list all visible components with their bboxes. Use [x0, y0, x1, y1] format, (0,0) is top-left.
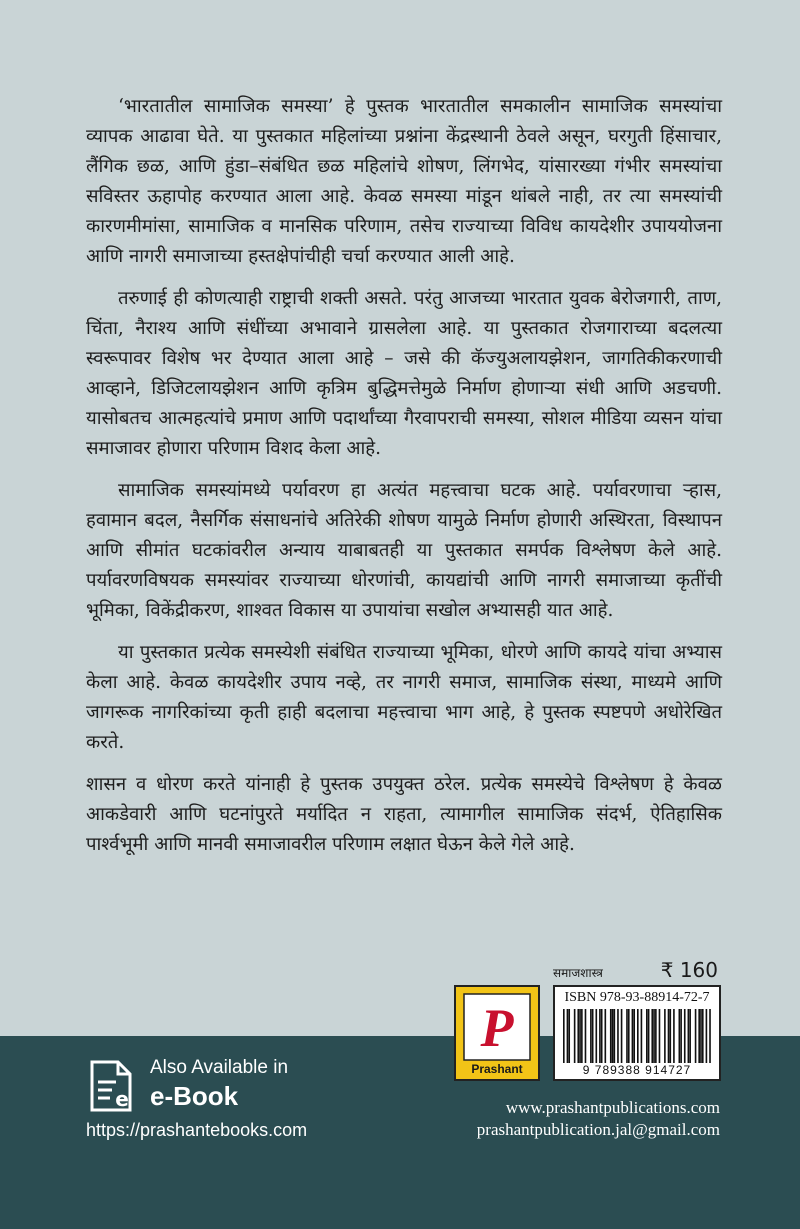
description-paragraph-2: तरुणाई ही कोणत्याही राष्ट्राची शक्ती असते. परंतु आजच्या भारतात युवक बेरोजगारी, ताण, चिंता, नैराश्य आणि संधींच्या अभावाने ग्रासलेला आहे. या पुस्तकात रोजगाराच्या बदलत्या स्वरूपावर विशेष भर देण्यात आला आहे – जसे की कॅज्युअलायझेशन, जागतिकीकरणाची आव्हाने, डिजिटलायझेशन आणि कृत्रिम बुद्धिमत्तेमुळे निर्माण होणाऱ्या संधी आणि अडचणी. यासोबतच आत्महत्यांचे प्रमाण आणि पदार्थांच्या गैरवापराची समस्या, सोशल मीडिया व्यसन यांचा समाजावर होणारा परिणाम विशद केला आहे.	[86, 288, 722, 459]
book-category: समाजशास्त्र	[553, 966, 603, 980]
svg-text:e: e	[115, 1087, 129, 1111]
ebook-label: e-Book	[150, 1081, 239, 1111]
barcode-digits: 9 789388 914727	[582, 1063, 692, 1077]
isbn-barcode	[553, 985, 721, 1081]
description-paragraph-1: ‘भारतातील सामाजिक समस्या’ हे पुस्तक भारतातील समकालीन सामाजिक समस्यांचा व्यापक आढावा घेते. या पुस्तकात महिलांच्या प्रश्नांना केंद्रस्थानी ठेवले असून, घरगुती हिंसाचार, लैंगिक छळ, आणि हुंडा–संबंधित छळ महिलांचे शोषण, लिंगभेद, यांसारख्या गंभीर समस्यांचा सविस्तर ऊहापोह करण्यात आला आहे. केवळ समस्या मांडून थांबले नाही, तर त्या समस्यांची कारणमीमांसा, सामाजिक व मानसिक परिणाम, तसेच राज्याच्या विविध कायदेशीर उपाययोजना आणि नागरी समाजाच्या हस्तक्षेपांचीही चर्चा करण्यात आली आहे.	[86, 96, 722, 267]
publisher-website[interactable]: www.prashantpublications.com	[505, 1098, 720, 1117]
ebook-url[interactable]: https://prashantebooks.com	[86, 1120, 308, 1140]
publisher-logo	[454, 985, 540, 1081]
description-paragraph-4: या पुस्तकात प्रत्येक समस्येशी संबंधित राज्याच्या भूमिका, धोरणे आणि कायदे यांचा अभ्यास केला आहे. केवळ कायदेशीर उपाय नव्हे, तर नागरी समाज, सामाजिक संस्था, माध्यमे आणि जागरूक नागरिकांच्या कृती हाही बदलाचा महत्त्वाचा भाग आहे, हे पुस्तक स्पष्टपणे अधोरेखित करते.	[86, 642, 722, 753]
back-cover-description	[86, 92, 722, 872]
ebook-availability-text: Also Available in	[150, 1057, 289, 1078]
description-paragraph-5: शासन व धोरण करते यांनाही हे पुस्तक उपयुक्त ठरेल. प्रत्येक समस्येचे विश्लेषण हे केवळ आकडेवारी आणि घटनांपुरते मर्यादित न राहता, त्यामागील सामाजिक संदर्भ, ऐतिहासिक पार्श्वभूमी आणि मानवी समाजावरील परिणाम लक्षात घेऊन केले गेले आहे.	[86, 774, 722, 855]
publisher-contact	[477, 1097, 720, 1141]
publisher-email[interactable]: prashantpublication.jal@gmail.com	[476, 1120, 720, 1139]
isbn-number: ISBN 978-93-88914-72-7	[564, 990, 710, 1005]
barcode-bars	[563, 1009, 711, 1063]
book-price: ₹ 160	[660, 958, 718, 982]
logo-letter: P	[480, 998, 514, 1058]
publisher-name: Prashant	[471, 1062, 523, 1076]
ebook-icon	[86, 1058, 136, 1114]
publisher-logo-icon	[462, 992, 532, 1062]
description-paragraph-3: सामाजिक समस्यांमध्ये पर्यावरण हा अत्यंत महत्त्वाचा घटक आहे. पर्यावरणाचा ऱ्हास, हवामान बदल, नैसर्गिक संसाधनांचे अतिरेकी शोषण यामुळे निर्माण होणारी अस्थिरता, विस्थापन आणि सीमांत घटकांवरील अन्याय याबाबतही या पुस्तकात समर्पक विश्लेषण केले आहे. पर्यावरणविषयक समस्यांवर राज्याच्या धोरणांची, कायद्यांची आणि नागरी समाजाच्या कृतींची भूमिका, विकेंद्रीकरण, शाश्वत विकास या उपायांचा सखोल अभ्यासही यात आहे.	[86, 480, 722, 621]
